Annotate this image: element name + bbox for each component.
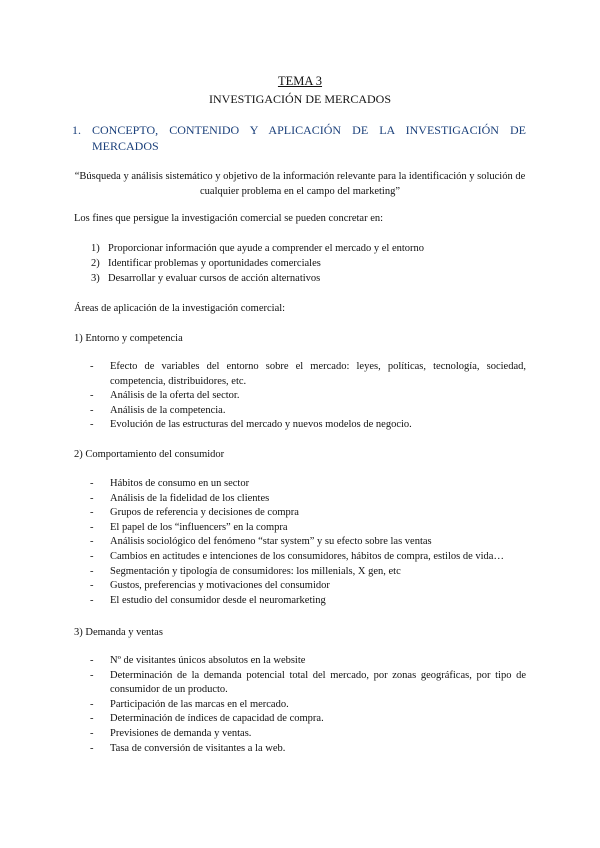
area2-heading: 2) Comportamiento del consumidor: [74, 449, 225, 460]
topic-subtitle: INVESTIGACIÓN DE MERCADOS: [209, 92, 391, 106]
area1-heading: 1) Entorno y competencia: [74, 333, 183, 344]
list-item: - Tasa de conversión de visitantes a la web.: [74, 742, 526, 757]
list-item: - El estudio del consumidor desde el neuromarketing: [74, 594, 526, 609]
list-item: 2) Identificar problemas y oportunidades comerciales: [91, 258, 321, 269]
list-item: - Determinación de la demanda potencial total del mercado, por zonas geográficas, por tipo de consumidor de un producto.: [74, 669, 526, 698]
list-item: - Análisis de la competencia.: [74, 404, 526, 419]
fines-list: [74, 241, 424, 286]
area2-list: [74, 477, 526, 608]
section-number: 1.: [72, 123, 81, 137]
areas-intro: Áreas de aplicación de la investigación comercial:: [74, 303, 286, 314]
area3-heading: 3) Demanda y ventas: [74, 627, 163, 638]
list-item: - Análisis de la oferta del sector.: [74, 389, 526, 404]
list-item: 3) Desarrollar y evaluar cursos de acción alternativos: [91, 273, 321, 284]
section-heading-text: CONCEPTO, CONTENIDO Y APLICACIÓN DE LA INVESTIGACIÓN DE MERCADOS: [92, 123, 526, 153]
topic-title: TEMA 3: [277, 74, 323, 88]
list-item: - Análisis de la fidelidad de los clientes: [74, 492, 526, 507]
list-item: - Evolución de las estructuras del mercado y nuevos modelos de negocio.: [74, 418, 526, 433]
list-item: - Grupos de referencia y decisiones de compra: [74, 506, 526, 521]
list-item: - Determinación de índices de capacidad de compra.: [74, 712, 526, 727]
section-heading: [72, 122, 526, 154]
definition-quote: “Búsqueda y análisis sistemático y objetivo de la información relevante para la identificación y solución de cualquier problema en el campo del marketing”: [74, 171, 526, 197]
list-item: - Gustos, preferencias y motivaciones del consumidor: [74, 579, 526, 594]
list-item: - Hábitos de consumo en un sector: [74, 477, 526, 492]
list-item: - Cambios en actitudes e intenciones de los consumidores, hábitos de compra, estilos de vida…: [74, 550, 526, 565]
list-item: - Análisis sociológico del fenómeno “star system” y su efecto sobre las ventas: [74, 535, 526, 550]
fines-intro: Los fines que persigue la investigación comercial se pueden concretar en:: [74, 213, 384, 224]
list-item: 1) Proporcionar información que ayude a comprender el mercado y el entorno: [91, 243, 425, 254]
area1-list: [74, 360, 526, 433]
list-item: - Efecto de variables del entorno sobre el mercado: leyes, políticas, tecnología, sociedad, competencia, distribuidores, etc.: [74, 360, 526, 389]
list-item: - Previsiones de demanda y ventas.: [74, 727, 526, 742]
list-item: - Participación de las marcas en el mercado.: [74, 698, 526, 713]
area3-list: [74, 654, 526, 756]
list-item: - Segmentación y tipología de consumidores: los millenials, X gen, etc: [74, 565, 526, 580]
list-item: - Nº de visitantes únicos absolutos en la website: [74, 654, 526, 669]
list-item: - El papel de los “influencers” en la compra: [74, 521, 526, 536]
